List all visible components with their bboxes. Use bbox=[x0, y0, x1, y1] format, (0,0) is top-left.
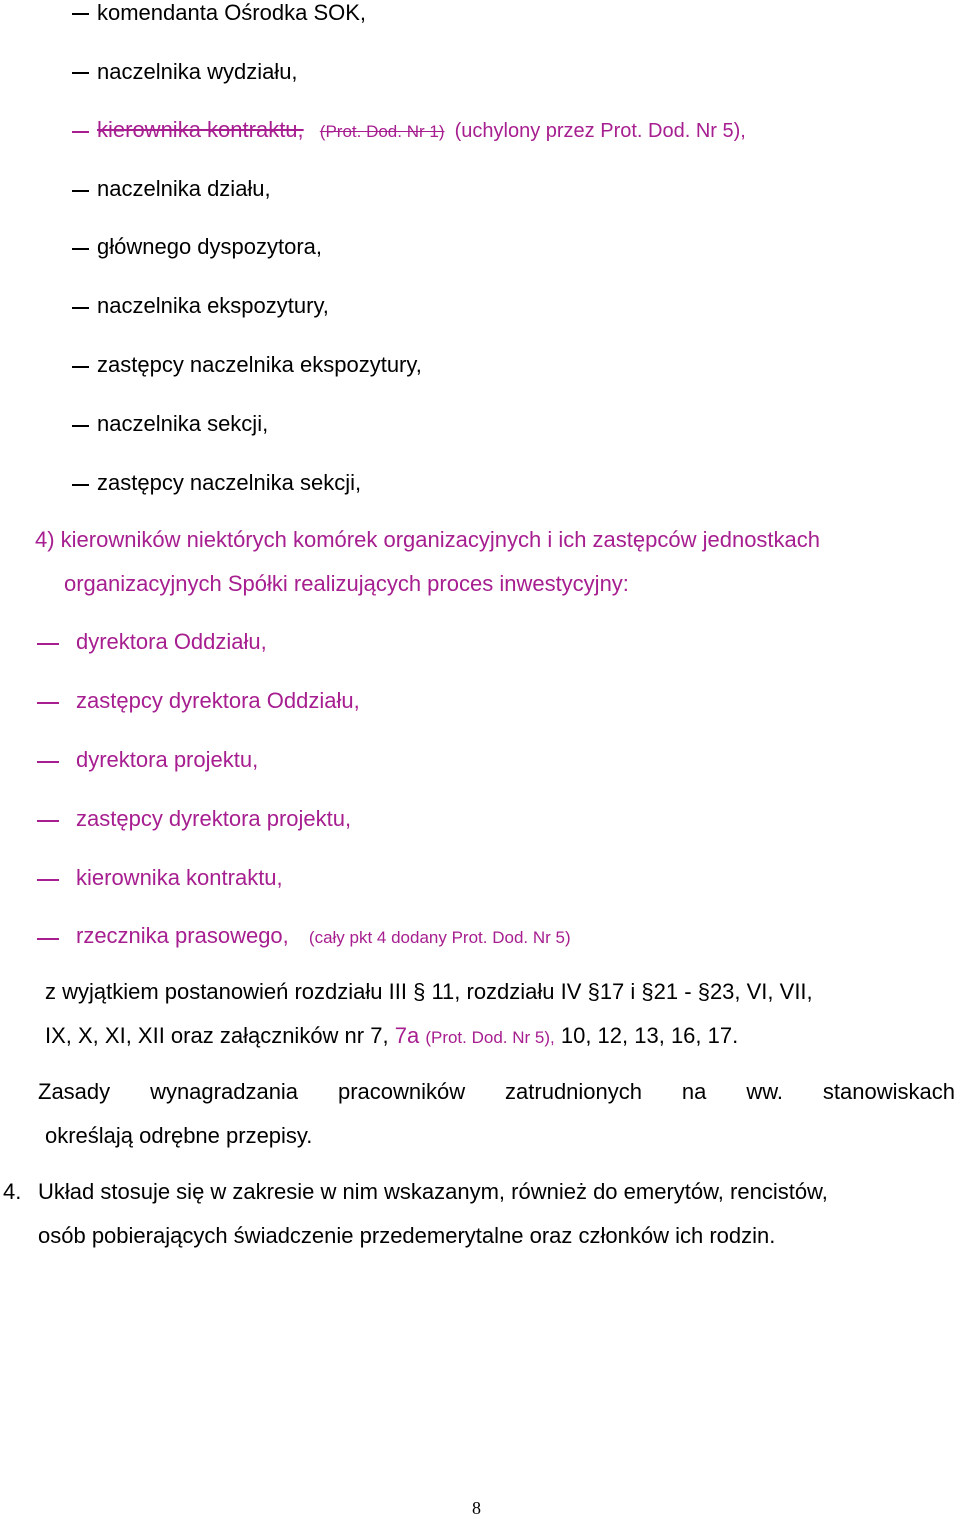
list-item: naczelnika wydziału, bbox=[97, 59, 298, 84]
list-item: naczelnika działu, bbox=[97, 176, 271, 201]
zasady-word: na bbox=[681, 1079, 707, 1104]
dash-icon bbox=[72, 307, 89, 309]
dash-icon bbox=[37, 879, 59, 881]
dash-icon bbox=[72, 425, 89, 427]
list-item: zastępcy naczelnika sekcji, bbox=[97, 470, 362, 495]
section-sign: § bbox=[641, 979, 654, 1004]
zasady-word: zatrudnionych bbox=[505, 1079, 643, 1104]
list-item: komendanta Ośrodka SOK, bbox=[97, 0, 367, 25]
list-item: naczelnika ekspozytury, bbox=[97, 293, 329, 318]
exception-text: 17 i bbox=[599, 979, 642, 1004]
point-4-line-2: osób pobierających świadczenie przedemerytalne oraz członków ich rodzin. bbox=[38, 1223, 776, 1248]
dash-icon bbox=[37, 702, 59, 704]
point-4-number: 4. bbox=[3, 1179, 22, 1204]
struck-list-item bbox=[97, 117, 746, 143]
list-item: głównego dyspozytora, bbox=[97, 234, 323, 259]
struck-item-prot: (Prot. Dod. Nr 1) bbox=[319, 122, 445, 141]
section-sign: § bbox=[413, 979, 426, 1004]
page-number: 8 bbox=[472, 1498, 481, 1518]
list-item: naczelnika sekcji, bbox=[97, 411, 269, 436]
section-sign: § bbox=[587, 979, 600, 1004]
dash-icon bbox=[72, 484, 89, 486]
exception-text: 21 - bbox=[653, 979, 698, 1004]
zasady-word: ww. bbox=[746, 1079, 783, 1104]
list-b-note: (cały pkt 4 dodany Prot. Dod. Nr 5) bbox=[308, 928, 571, 947]
dash-icon bbox=[72, 131, 89, 133]
zasady-word: pracowników bbox=[337, 1079, 466, 1104]
exception-text: 23, VI, VII, bbox=[709, 979, 813, 1004]
list-item: zastępcy dyrektora projektu, bbox=[76, 806, 352, 831]
struck-item-text: kierownika kontraktu, bbox=[97, 117, 304, 142]
amendment-ref: (Prot. Dod. Nr 5), bbox=[425, 1028, 555, 1047]
exception-text: 11, rozdziału IV bbox=[431, 979, 588, 1004]
exception-line-1 bbox=[45, 979, 813, 1005]
zasady-word: wynagradzania bbox=[150, 1079, 299, 1104]
dash-icon bbox=[72, 13, 89, 15]
dash-icon bbox=[72, 190, 89, 192]
item-4-line-1: 4) kierowników niektórych komórek organizacyjnych i ich zastępców jednostkach bbox=[35, 527, 821, 552]
annex-7a: 7a bbox=[394, 1023, 420, 1048]
dash-icon bbox=[72, 248, 89, 250]
exception-text: 10, 12, 13, 16, 17. bbox=[560, 1023, 739, 1048]
dash-icon bbox=[72, 72, 89, 74]
list-item: kierownika kontraktu, bbox=[76, 865, 283, 890]
zasady-word: Zasady bbox=[38, 1079, 111, 1104]
list-item: dyrektora projektu, bbox=[76, 747, 259, 772]
zasady-line-1 bbox=[38, 1079, 955, 1105]
exception-line-2 bbox=[45, 1023, 738, 1049]
dash-icon bbox=[37, 820, 59, 822]
dash-icon bbox=[72, 366, 89, 368]
list-item-text: rzecznika prasowego, bbox=[76, 923, 289, 948]
section-sign: § bbox=[697, 979, 710, 1004]
point-4-line-1: Układ stosuje się w zakresie w nim wskazanym, również do emerytów, rencistów, bbox=[38, 1179, 828, 1204]
exception-text: z wyjątkiem postanowień rozdziału III bbox=[45, 979, 414, 1004]
list-item: dyrektora Oddziału, bbox=[76, 629, 267, 654]
dash-icon bbox=[37, 938, 59, 940]
list-item bbox=[76, 923, 571, 949]
zasady-word: stanowiskach bbox=[822, 1079, 955, 1104]
struck-item-note: (uchylony przez Prot. Dod. Nr 5), bbox=[454, 120, 746, 142]
exception-text: IX, X, XI, XII oraz załączników nr 7, bbox=[45, 1023, 395, 1048]
list-item: zastępcy dyrektora Oddziału, bbox=[76, 688, 360, 713]
dash-icon bbox=[37, 761, 59, 763]
list-item: zastępcy naczelnika ekspozytury, bbox=[97, 352, 422, 377]
zasady-line-2: określają odrębne przepisy. bbox=[45, 1123, 313, 1148]
dash-icon bbox=[37, 643, 59, 645]
item-4-line-2: organizacyjnych Spółki realizujących proces inwestycyjny: bbox=[64, 571, 629, 596]
